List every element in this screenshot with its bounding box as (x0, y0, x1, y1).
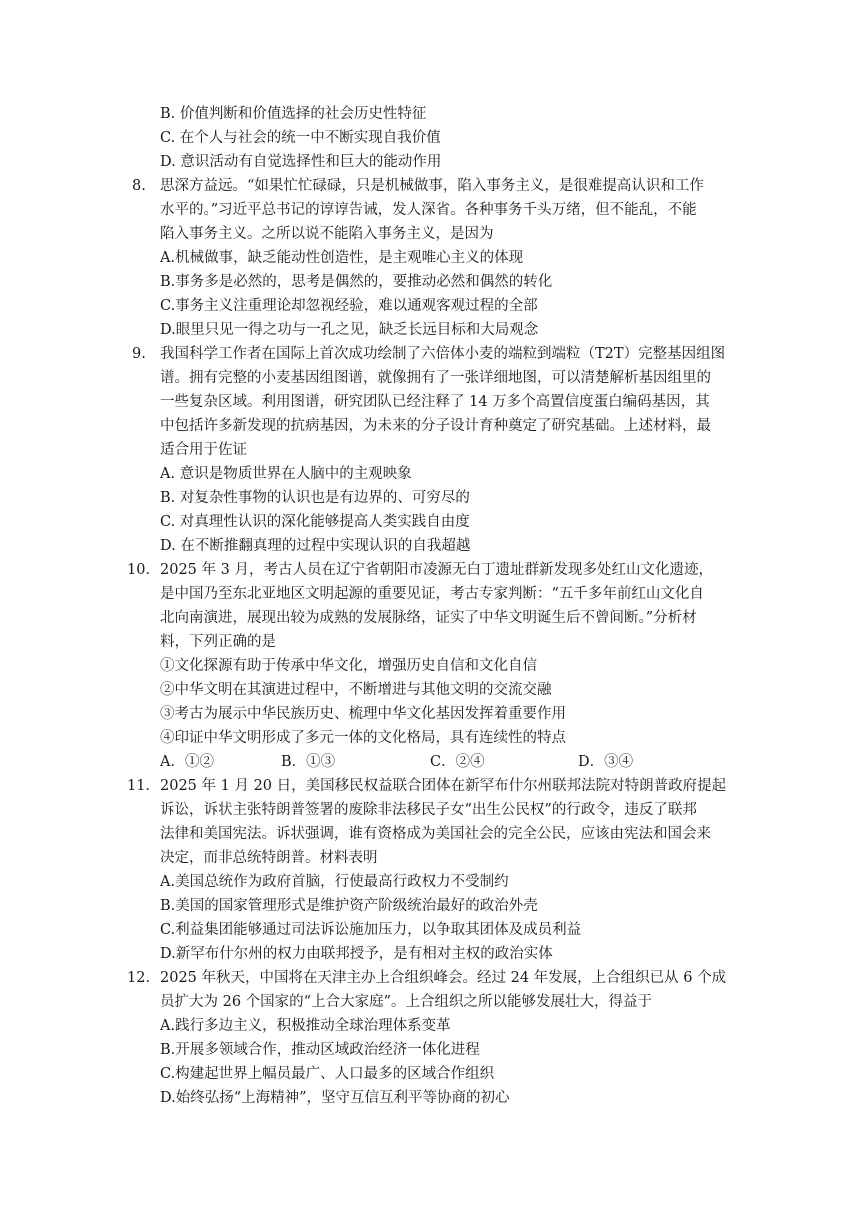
q10-stem-3: 北向南演进，展现出较为成熟的发展脉络，证实了中华文明诞生后不曾间断。”分析材 (160, 610, 697, 626)
q11-stem-1: 2025 年 1 月 20 日，美国移民权益联合团体在新罕布什尔州联邦法院对特朗普政府提起 (160, 778, 727, 794)
q9-number: 9. (132, 346, 146, 362)
q9-stem-1: 我国科学工作者在国际上首次成功绘制了六倍体小麦的端粒到端粒（T2T）完整基因组图 (160, 346, 726, 362)
q9-option-d: D. 在不断推翻真理的过程中实现认识的自我超越 (160, 538, 471, 554)
q12-option-a: A.践行多边主义，积极推动全球治理体系变革 (160, 1018, 451, 1034)
q9-stem-3: 一些复杂区域。利用图谱，研究团队已经注释了 14 万多个高置信度蛋白编码基因，其 (160, 394, 710, 410)
q10-number: 10． (127, 562, 160, 578)
q12-option-b: B.开展多领域合作，推动区域政治经济一体化进程 (160, 1042, 480, 1058)
q10-choice-b: B．①③ (281, 754, 336, 770)
q12-option-c: C.构建起世界上幅员最广、人口最多的区域合作组织 (160, 1066, 495, 1082)
q11-option-c: C.利益集团能够通过司法诉讼施加压力，以争取其团体及成员利益 (160, 922, 582, 938)
q9-option-c: C. 对真理性认识的深化能够提高人类实践自由度 (160, 514, 470, 530)
q10-statement-2: ②中华文明在其演进过程中，不断增进与其他文明的交流交融 (160, 682, 552, 698)
q8-stem-3: 陷入事务主义。之所以说不能陷入事务主义，是因为 (160, 226, 494, 242)
q12-stem-2: 员扩大为 26 个国家的“上合大家庭”。上合组织之所以能够发展壮大，得益于 (160, 994, 652, 1010)
q11-stem-3: 法律和美国宪法。诉状强调，谁有资格成为美国社会的完全公民，应该由宪法和国会来 (160, 826, 711, 842)
q11-stem-4: 决定，而非总统特朗普。材料表明 (160, 850, 378, 866)
q10-stem-4: 料，下列正确的是 (160, 634, 276, 650)
q9-stem-4: 中包括许多新发现的抗病基因，为未来的分子设计育种奠定了研究基础。上述材料，最 (160, 418, 711, 434)
q8-number: 8. (132, 178, 146, 194)
q9-stem-2: 谱。拥有完整的小麦基因组图谱，就像拥有了一张详细地图，可以清楚解析基因组里的 (160, 370, 711, 386)
q12-stem-1: 2025 年秋天，中国将在天津主办上合组织峰会。经过 24 年发展，上合组织已从 6 个成 (160, 970, 727, 986)
q9-option-a: A. 意识是物质世界在人脑中的主观映象 (160, 466, 412, 482)
q7-option-b: B. 价值判断和价值选择的社会历史性特征 (160, 106, 427, 122)
q10-stem-1: 2025 年 3 月，考古人员在辽宁省朝阳市凌源无白丁遗址群新发现多处红山文化遗迹， (160, 562, 713, 578)
q10-stem-2: 是中国乃至东北亚地区文明起源的重要见证，考古专家判断：“五千多年前红山文化自 (160, 586, 704, 602)
q9-stem-5: 适合用于佐证 (160, 442, 247, 458)
q11-option-d: D.新罕布什尔州的权力由联邦授予，是有相对主权的政治实体 (160, 946, 553, 962)
q10-statement-4: ④印证中华文明形成了多元一体的文化格局，具有连续性的特点 (160, 730, 566, 746)
q12-option-d: D.始终弘扬“上海精神”，坚守互信互利平等协商的初心 (160, 1090, 510, 1106)
q9-option-b: B. 对复杂性事物的认识也是有边界的、可穷尽的 (160, 490, 470, 506)
q11-stem-2: 诉讼，诉状主张特朗普签署的废除非法移民子女“出生公民权”的行政令，违反了联邦 (160, 802, 697, 818)
q8-stem-2: 水平的。”习近平总书记的谆谆告诫，发人深省。各种事务千头万绪，但不能乱，不能 (160, 202, 697, 218)
q8-stem-1: 思深方益远。“如果忙忙碌碌，只是机械做事，陷入事务主义，是很难提高认识和工作 (160, 178, 704, 194)
q10-choice-d: D．③④ (578, 754, 634, 770)
q7-option-d: D. 意识活动有自觉选择性和巨大的能动作用 (160, 154, 442, 170)
q10-statement-1: ①文化探源有助于传承中华文化，增强历史自信和文化自信 (160, 658, 537, 674)
q7-option-c: C. 在个人与社会的统一中不断实现自我价值 (160, 130, 441, 146)
q12-number: 12. (127, 970, 151, 986)
q8-option-d: D.眼里只见一得之功与一孔之见，缺乏长远目标和大局观念 (160, 322, 539, 338)
q11-option-b: B.美国的国家管理形式是维护资产阶级统治最好的政治外壳 (160, 898, 538, 914)
q10-choice-c: C．②④ (430, 754, 485, 770)
q8-option-b: B.事务多是必然的，思考是偶然的，要推动必然和偶然的转化 (160, 274, 553, 290)
q8-option-c: C.事务主义注重理论却忽视经验，难以通观客观过程的全部 (160, 298, 538, 314)
q11-option-a: A.美国总统作为政府首脑，行使最高行政权力不受制约 (160, 874, 509, 890)
q8-option-a: A.机械做事，缺乏能动性创造性，是主观唯心主义的体现 (160, 250, 524, 266)
q10-choice-a: A．①② (160, 754, 214, 770)
q11-number: 11． (127, 778, 160, 794)
q10-statement-3: ③考古为展示中华民族历史、梳理中华文化基因发挥着重要作用 (160, 706, 566, 722)
